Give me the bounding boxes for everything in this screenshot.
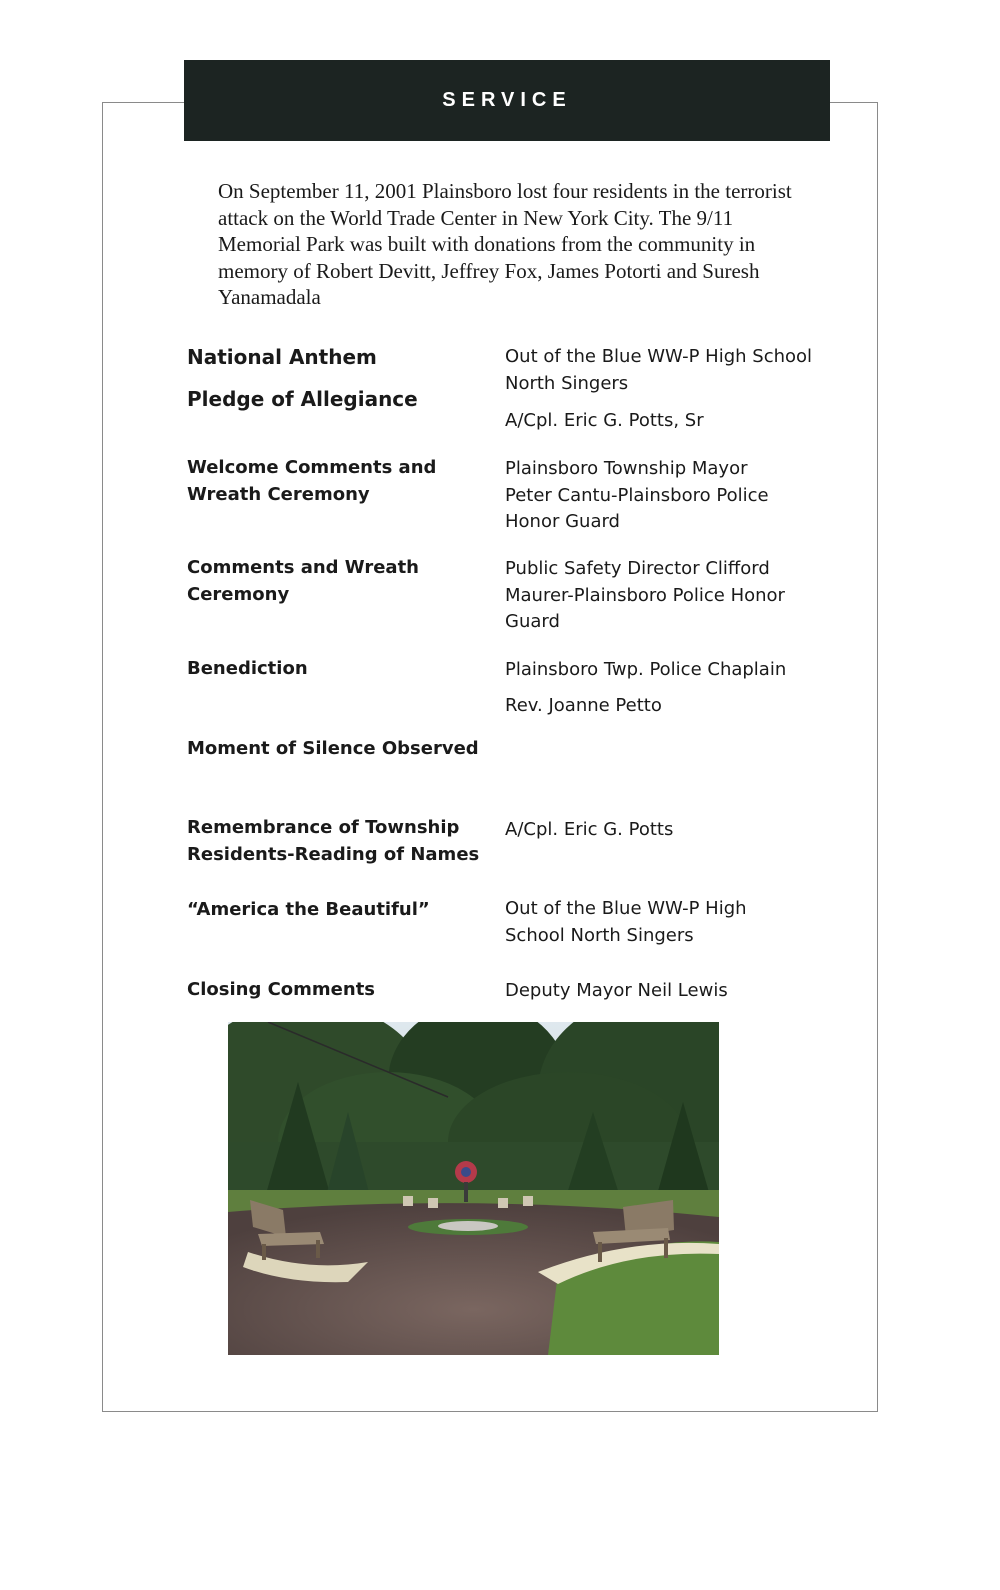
program-label-pledge: Pledge of Allegiance <box>187 387 418 411</box>
program-label-closing: Closing Comments <box>187 979 376 1000</box>
program-value-comments: Public Safety Director Clifford Maurer-Plainsboro Police Honor Guard <box>505 558 785 632</box>
program-label-welcome: Welcome Comments and Wreath Ceremony <box>187 457 437 505</box>
program-value-welcome: Plainsboro Township Mayor Peter Cantu-Plainsboro Police Honor Guard <box>505 458 769 532</box>
program-value-remembrance: A/Cpl. Eric G. Potts <box>505 819 674 840</box>
intro-paragraph: On September 11, 2001 Plainsboro lost four residents in the terrorist attack on the World Trade Center in New York City. The 9/11 Memorial Park was built with donations from the community in memory of Robert Devitt, Jeffrey Fox, James Potorti and Suresh Yanamadala <box>218 179 792 309</box>
program-label-remembrance: Remembrance of Township Residents-Reading of Names <box>187 817 480 865</box>
program-value-pledge: A/Cpl. Eric G. Potts, Sr <box>505 410 704 431</box>
program-label-benediction: Benediction <box>187 658 308 679</box>
program-label-comments: Comments and Wreath Ceremony <box>187 557 419 605</box>
memorial-park-illustration <box>228 1022 719 1355</box>
program-label-moment-of-silence: Moment of Silence Observed <box>187 738 479 759</box>
program-value-benediction-2: Rev. Joanne Petto <box>505 695 662 716</box>
program-value-america-the-beautiful: Out of the Blue WW-P High School North Singers <box>505 898 747 946</box>
program-label-national-anthem: National Anthem <box>187 345 377 369</box>
memorial-park-photo <box>228 1022 719 1355</box>
program-label-america-the-beautiful: “America the Beautiful” <box>187 899 430 920</box>
program-value-closing: Deputy Mayor Neil Lewis <box>505 980 728 1001</box>
section-title: SERVICE <box>442 89 572 111</box>
section-header <box>184 60 830 141</box>
program-value-national-anthem: Out of the Blue WW-P High School North Singers <box>505 346 813 394</box>
program-value-benediction: Plainsboro Twp. Police Chaplain <box>505 659 787 680</box>
